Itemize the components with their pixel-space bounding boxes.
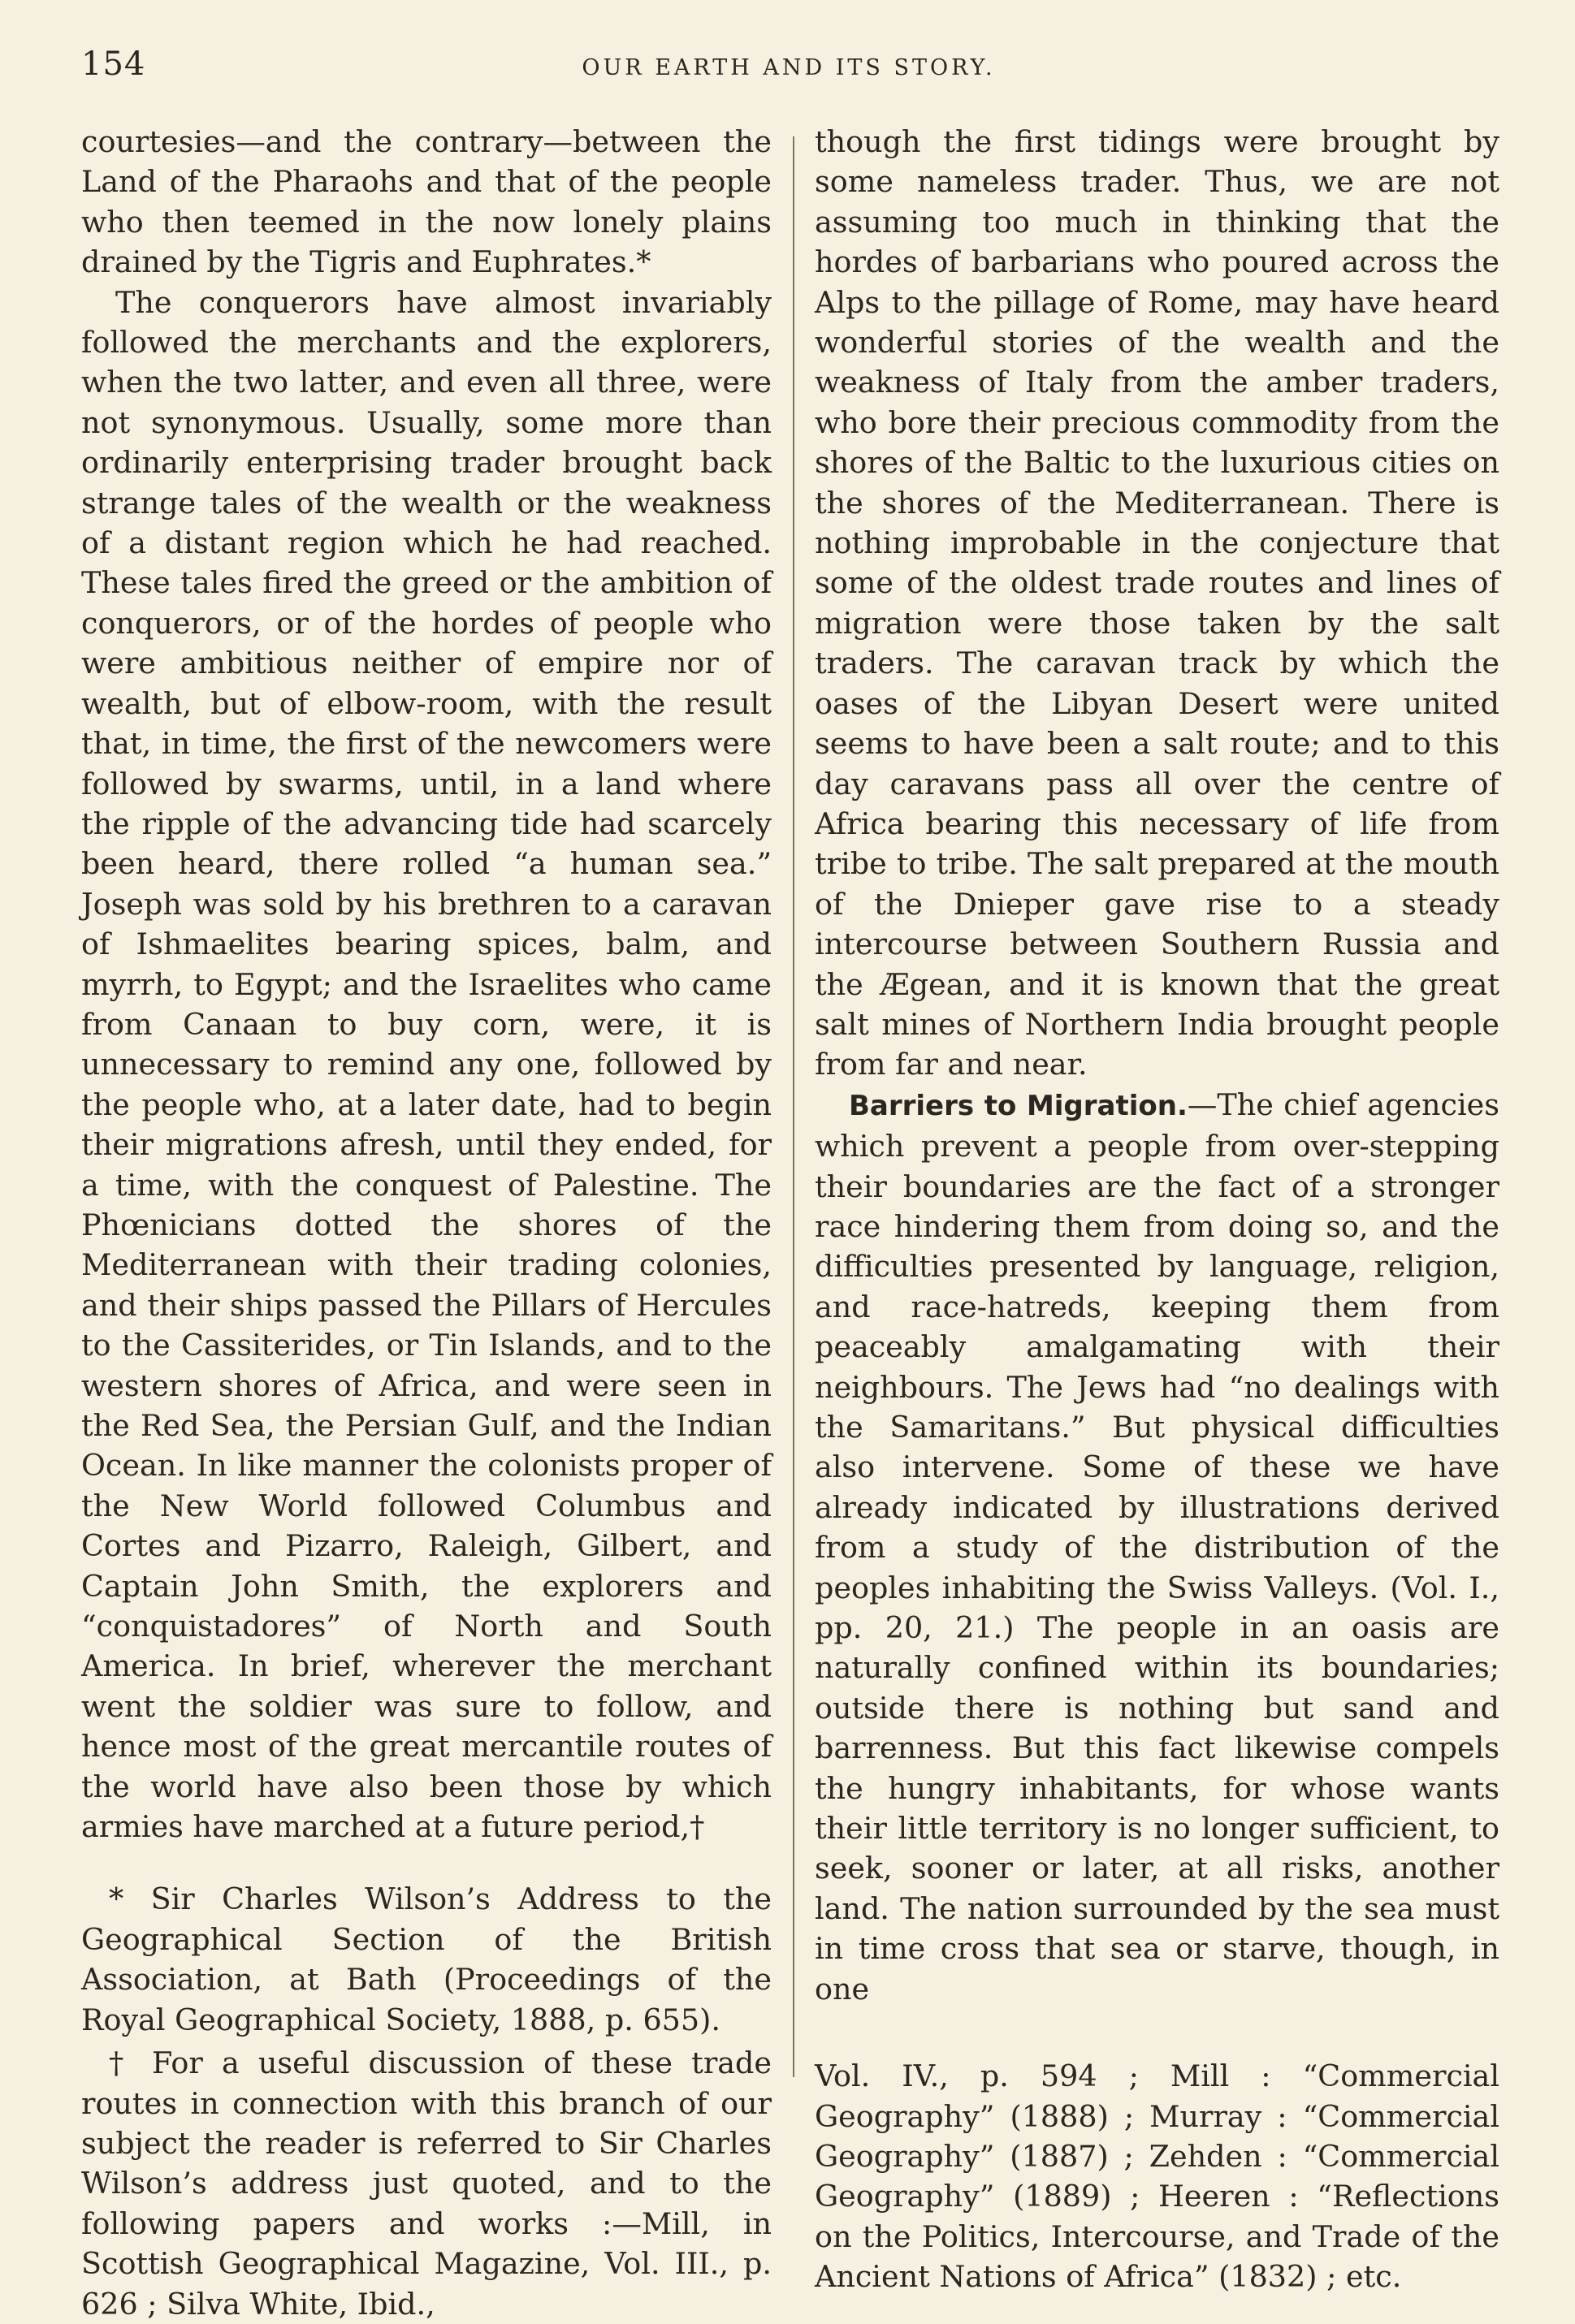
footnote-1: * Sir Charles Wilson’s Address to the Geographical Section of the British Association, at Bath (Proceedings of the Royal Geographical Society, 1888, p. 655).	[81, 1881, 772, 2037]
right-paragraph-2	[815, 1085, 1499, 2009]
right-paragraph-1: though the first tidings were brought by some nameless trader. Thus, we are not assuming too much in thinking that the hordes of barbarians who poured across the Alps to the pillage of Rome, may have heard wonderful stories of the wealth and the weakness of Italy from the amber traders, who bore their precious commodity from the shores of the Baltic to the luxurious cities on the shores of the Mediterranean. There is nothing improbable in the conjecture that some of the oldest trade routes and lines of migration were those taken by the salt traders. The caravan track by which the oases of the Libyan Desert were united seems to have been a salt route; and to this day caravans pass all over the centre of Africa bearing this necessary of life from tribe to tribe. The salt prepared at the mouth of the Dnieper gave rise to a steady intercourse between Southern Russia and the Ægean, and it is known that the great salt mines of Northern India brought people from far and near.	[815, 124, 1499, 1082]
column-divider	[793, 136, 794, 2077]
left-column	[81, 122, 772, 2324]
left-paragraph-2: The conquerors have almost invariably followed the merchants and the explorers, when the two latter, and even all three, were not synonymous. Usually, some more than ordinarily enterprising trader brought back strange tales of the wealth or the weakness of a distant region which he had reached. These tales fired the greed or the ambition of conquerors, or of the hordes of people who were ambitious neither of empire nor of wealth, but of elbow-room, with the result that, in time, the first of the newcomers were followed by swarms, until, in a land where the ripple of the advancing tide had scarcely been heard, there rolled “a human sea.” Joseph was sold by his brethren to a caravan of Ishmaelites bearing spices, balm, and myrrh, to Egypt; and the Israelites who came from Canaan to buy corn, were, it is unnecessary to remind any one, followed by the people who, at a later date, had to begin their migrations afresh, until they ended, for a time, with the conquest of Palestine. The Phœnicians dotted the shores of the Mediterranean with their trading colonies, and their ships passed the Pillars of Hercules to the Cassiterides, or Tin Islands, and to the western shores of Africa, and were seen in the Red Sea, the Persian Gulf, and the Indian Ocean. In like manner the colonists proper of the New World followed Columbus and Cortes and Pizarro, Raleigh, Gilbert, and Captain John Smith, the explorers and “conquistadores” of North and South America. In brief, wherever the merchant went the soldier was sure to follow, and hence most of the great mercantile routes of the world have also been those by which armies have marched at a future period,†	[81, 284, 772, 1845]
page-number: 154	[81, 45, 146, 83]
right-paragraph-2-body: —The chief agencies which prevent a people from over-stepping their boundaries are the fact of a stronger race hindering them from doing so, and the difficulties presented by language, religion, and race-hatreds, keeping them from peaceably amalgamating with their neighbours. The Jews had “no dealings with the Samaritans.” But physical difficulties also intervene. Some of these we have already indicated by illustrations derived from a study of the distribution of the peoples inhabiting the Swiss Valleys. (Vol. I., pp. 20, 21.) The people in an oasis are naturally confined within its boundaries; outside there is nothing but sand and barrenness. But this fact likewise compels the hungry inhabitants, for whose wants their little territory is no longer sufficient, to seek, sooner or later, at all risks, another land. The nation surrounded by the sea must in time cross that sea or starve, though, in one	[815, 1086, 1499, 2007]
footnote-continuation-block	[815, 2056, 1499, 2296]
footnotes	[81, 1879, 772, 2323]
right-column	[815, 122, 1499, 2297]
footnote-2: † For a useful discussion of these trade routes in connection with this branch of our subject the reader is referred to Sir Charles Wilson’s address just quoted, and to the following papers and works :—Mill, in Scottish Geographical Magazine, Vol. III., p. 626 ; Silva White, Ibid.,	[81, 2045, 772, 2322]
page-header	[81, 45, 1496, 94]
footnote-continuation: Vol. IV., p. 594 ; Mill : “Commercial Geography” (1888) ; Murray : “Commercial Geography” (1887) ; Zehden : “Commercial Geography” (1889) ; Heeren : “Reflections on the Politics, Intercourse, and Trade of the Ancient Nations of Africa” (1832) ; etc.	[815, 2058, 1499, 2295]
section-heading: Barriers to Migration.	[849, 1089, 1188, 1122]
left-paragraph-1: courtesies—and the contrary—between the Land of the Pharaohs and that of the people who then teemed in the now lonely plains drained by the Tigris and Euphrates.*	[81, 124, 772, 280]
running-title: OUR EARTH AND ITS STORY.	[582, 55, 996, 80]
